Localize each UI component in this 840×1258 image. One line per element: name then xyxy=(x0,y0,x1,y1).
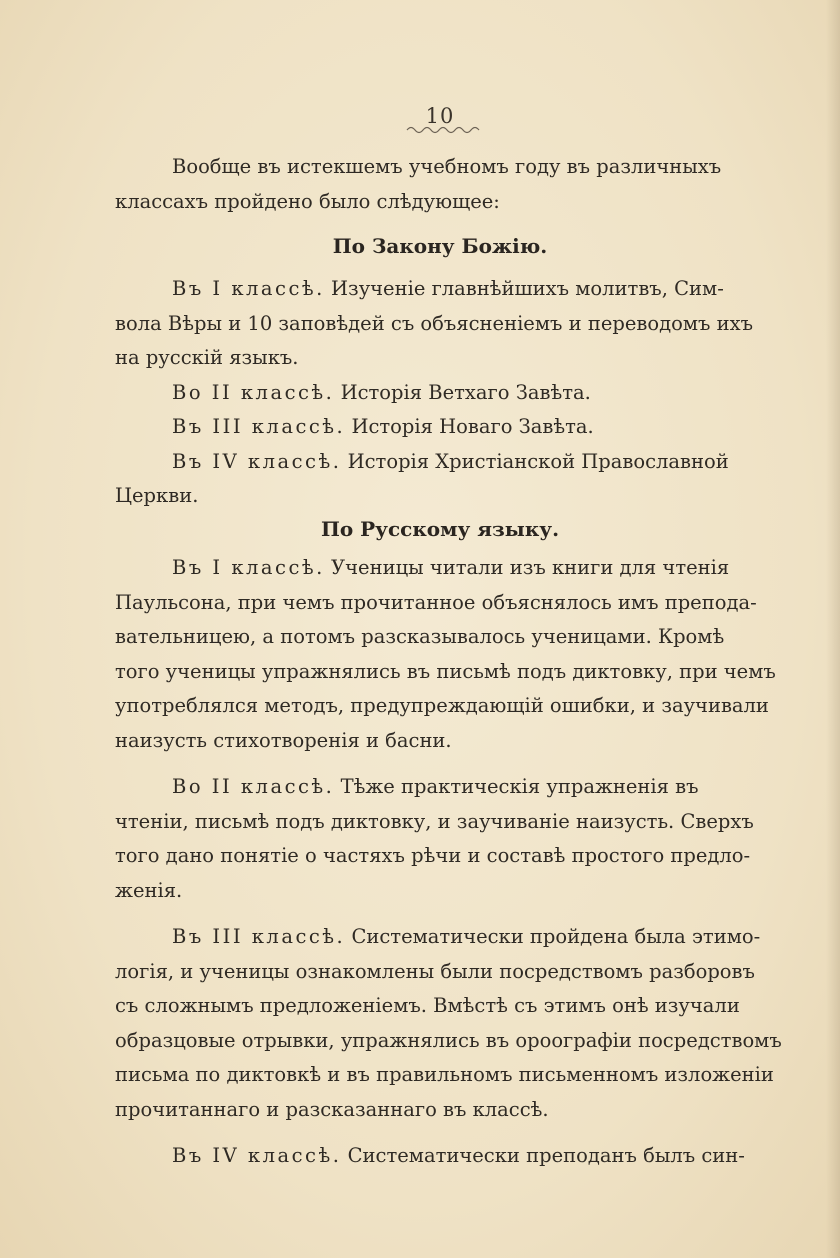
law-p4-label: Въ IV классѣ. xyxy=(172,449,342,473)
ru-p1-line-2: Паульсона, при чемъ прочитанное объяснялось имъ препода- xyxy=(115,590,757,614)
russian-paragraph-2 xyxy=(115,770,765,908)
law-p1-label: Въ I классѣ. xyxy=(172,277,325,300)
law-p4-line-2: Церкви. xyxy=(115,484,199,507)
ru-p2-line-2: чтеніи, письмѣ подъ диктовку, и заучиваніе наизусть. Сверхъ xyxy=(115,809,754,833)
ru-p4-text: Систематически преподанъ былъ син- xyxy=(347,1144,745,1167)
heading-russian: По Русскому языку. xyxy=(320,517,560,541)
section-heading-law xyxy=(115,229,765,264)
ru-p3-line-5: письма по диктовкѣ и въ правильномъ письменномъ изложеніи xyxy=(115,1063,774,1086)
law-section xyxy=(115,272,765,514)
law-paragraph-3 xyxy=(115,410,765,445)
law-p1-line-3: на русскій языкъ. xyxy=(115,346,299,369)
russian-section xyxy=(115,551,782,1174)
intro-line-1: Вообще въ истекшемъ учебномъ году въ различныхъ xyxy=(172,155,722,178)
law-paragraph-4 xyxy=(115,445,765,514)
ru-p1-label: Въ I классѣ. xyxy=(172,556,325,579)
ru-p3-line-3: съ сложнымъ предложеніемъ. Вмѣстѣ съ этимъ онѣ изучали xyxy=(115,994,740,1017)
russian-paragraph-3 xyxy=(115,920,782,1127)
ru-p1-line-6: наизусть стихотворенія и басни. xyxy=(115,728,452,752)
russian-paragraph-1 xyxy=(115,551,776,758)
ru-p2-line-3: того дано понятіе о частяхъ рѣчи и составѣ простого предло- xyxy=(115,844,751,867)
ru-p2-line-4: женія. xyxy=(115,878,183,902)
section-heading-russian xyxy=(115,512,765,547)
law-p3-label: Въ III классѣ. xyxy=(172,415,346,438)
russian-paragraph-4 xyxy=(115,1139,765,1174)
ru-p4-label: Въ IV классѣ. xyxy=(172,1144,342,1167)
law-p1-line-2: вола Вѣры и 10 заповѣдей съ объясненіемъ и переводомъ ихъ xyxy=(115,311,754,335)
ru-p1-line-5: употреблялся методъ, предупреждающій ошибки, и заучивали xyxy=(115,694,769,717)
ru-p1-line-3: вательницею, а потомъ разсказывалось ученицами. Кромѣ xyxy=(115,625,725,648)
law-paragraph-2 xyxy=(115,376,765,411)
page-number: 10 xyxy=(425,104,455,128)
ru-p2-label: Во II классѣ. xyxy=(172,775,335,798)
ru-p2-line-1: Тѣже практическія упражненія въ xyxy=(340,775,699,798)
ru-p3-line-6: прочитаннаго и разсказаннаго въ классѣ. xyxy=(115,1097,549,1121)
law-p2-text: Исторія Ветхаго Завѣта. xyxy=(340,380,591,404)
ru-p1-line-1: Ученицы читали изъ книги для чтенія xyxy=(331,556,730,579)
law-p4-line-1: Исторія Христіанской Православной xyxy=(347,449,729,473)
ru-p1-line-4: того ученицы упражнялись въ письмѣ подъ диктовку, при чемъ xyxy=(115,659,776,683)
ru-p3-label: Въ III классѣ. xyxy=(172,925,346,948)
wavy-rule-ornament xyxy=(405,124,483,136)
ru-p3-line-2: логія, и ученицы ознакомлены были посредствомъ разборовъ xyxy=(115,959,755,983)
law-p2-label: Во II классѣ. xyxy=(172,380,335,404)
law-p1-line-1: Изученіе главнѣйшихъ молитвъ, Сим- xyxy=(331,277,724,300)
intro-line-2: классахъ пройдено было слѣдующее: xyxy=(115,189,500,213)
law-paragraph-1 xyxy=(115,272,765,376)
law-p3-text: Исторія Новаго Завѣта. xyxy=(351,415,594,438)
ru-p3-line-4: образцовые отрывки, упражнялись въ ороографіи посредствомъ xyxy=(115,1028,782,1052)
page-edge-shadow xyxy=(826,0,840,1258)
heading-law: По Закону Божію. xyxy=(332,234,548,258)
ru-p3-line-1: Систематически пройдена была этимо- xyxy=(351,925,761,948)
intro-paragraph xyxy=(115,150,765,219)
